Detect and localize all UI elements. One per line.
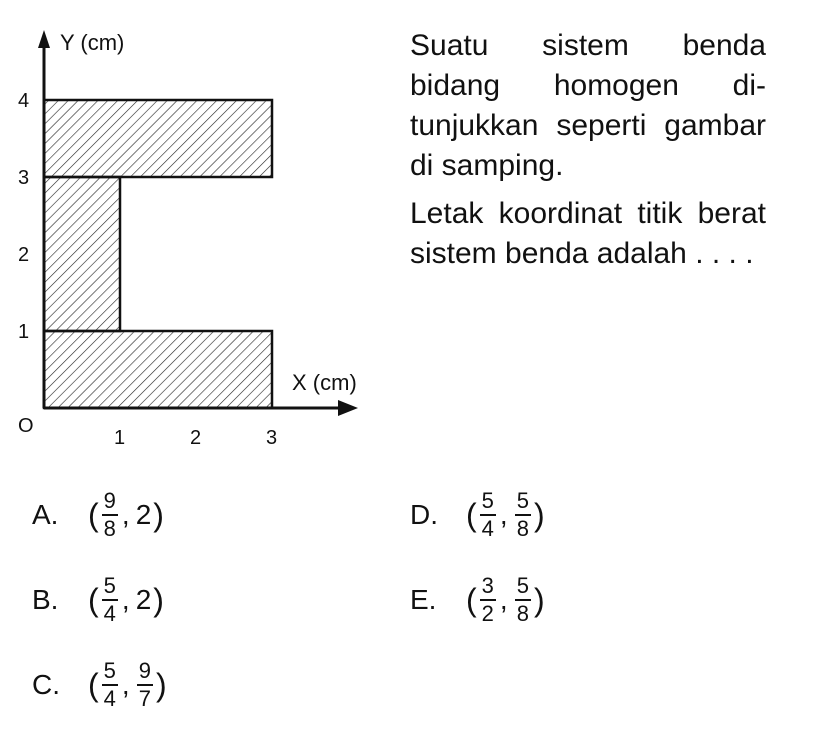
option-c-label: C. bbox=[32, 669, 60, 700]
option-a-y-value: 2 bbox=[135, 499, 152, 530]
origin-label: O bbox=[18, 415, 34, 437]
x-axis-arrow bbox=[338, 400, 358, 416]
hatched-shape bbox=[44, 100, 272, 408]
y-tick-label-2: 2 bbox=[18, 244, 30, 266]
option-d-y-fraction: $\frac{5}{8}$ bbox=[516, 488, 529, 541]
option-b-y-value: 2 bbox=[135, 584, 152, 615]
option-b-x-fraction: $\frac{5}{4}$ bbox=[103, 573, 116, 626]
shape-rect-3 bbox=[44, 100, 272, 177]
option-e-label: E. bbox=[410, 584, 437, 615]
option-e[interactable]: E. ( $\frac{3}{2}$ , $\frac{5}{8}$ ) bbox=[410, 573, 545, 626]
option-e-y-fraction: $\frac{5}{8}$ bbox=[516, 573, 529, 626]
option-a[interactable]: A. ( $\frac{9}{8}$ , 2 ) bbox=[32, 488, 164, 541]
y-axis-arrow bbox=[38, 30, 50, 48]
option-d-x-fraction: $\frac{5}{4}$ bbox=[481, 488, 494, 541]
coordinate-diagram bbox=[0, 0, 400, 470]
option-b[interactable]: B. ( $\frac{5}{4}$ , 2 ) bbox=[32, 573, 164, 626]
option-a-x-fraction: $\frac{9}{8}$ bbox=[103, 488, 116, 541]
y-tick-label-1: 1 bbox=[18, 321, 30, 343]
shape-rect-1 bbox=[44, 331, 272, 408]
option-a-label: A. bbox=[32, 499, 59, 530]
option-c[interactable]: C. ( $\frac{5}{4}$ , $\frac{9}{7}$ ) bbox=[32, 658, 167, 711]
question-text bbox=[410, 26, 766, 274]
x-tick-label-2: 2 bbox=[190, 427, 202, 449]
x-axis-label: X (cm) bbox=[292, 370, 357, 395]
x-tick-label-3: 3 bbox=[266, 427, 278, 449]
option-c-y-fraction: $\frac{9}{7}$ bbox=[138, 658, 151, 711]
question-paragraph-1: Suatu sistem benda bidang homogen di-tunjukkan seperti gambar di samping. bbox=[410, 29, 766, 182]
question-paragraph-2: Letak koordinat titik berat sistem benda adalah . . . . bbox=[410, 197, 766, 270]
option-d[interactable]: D. ( $\frac{5}{4}$ , $\frac{5}{8}$ ) bbox=[410, 488, 545, 541]
y-axis-label: Y (cm) bbox=[60, 30, 125, 55]
option-d-label: D. bbox=[410, 499, 438, 530]
shape-rect-2 bbox=[44, 177, 120, 331]
option-e-x-fraction: $\frac{3}{2}$ bbox=[481, 573, 494, 626]
option-b-label: B. bbox=[32, 584, 59, 615]
y-tick-label-3: 3 bbox=[18, 167, 30, 189]
x-tick-label-1: 1 bbox=[114, 427, 126, 449]
option-c-x-fraction: $\frac{5}{4}$ bbox=[103, 658, 116, 711]
y-tick-label-4: 4 bbox=[18, 90, 30, 112]
